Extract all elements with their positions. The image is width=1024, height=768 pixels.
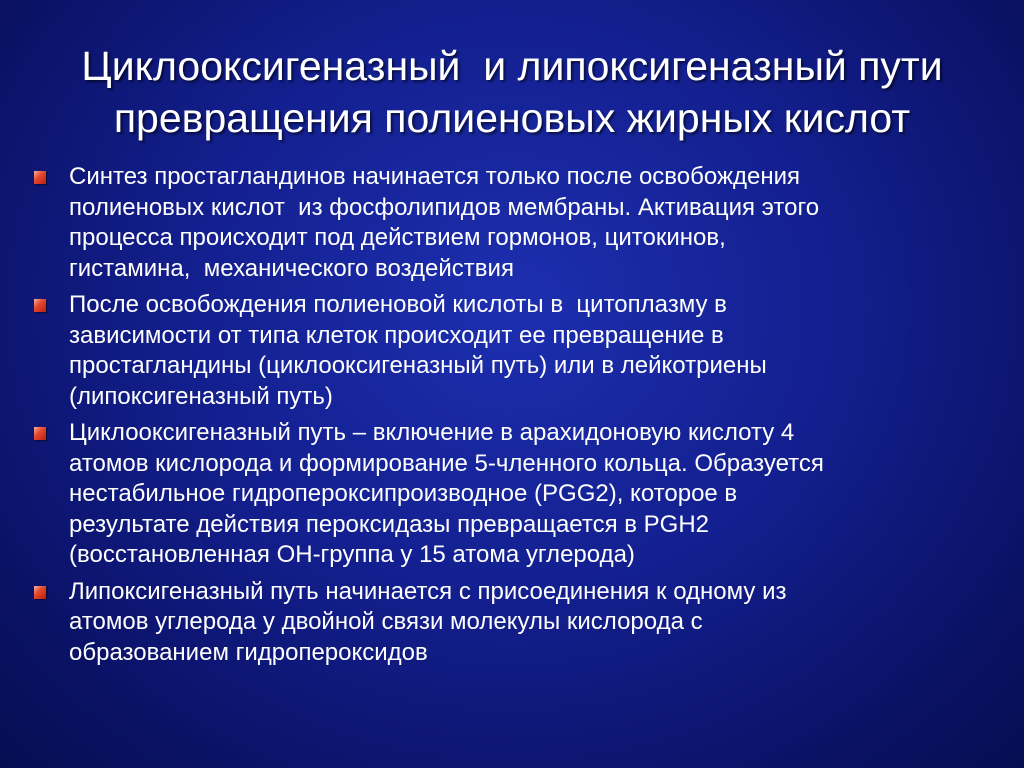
- bullet-text-line: атомов кислорода и формирование 5-членного кольца. Образуется: [69, 449, 824, 477]
- bullet-item: [30, 577, 990, 669]
- red-square-bullet-icon: [34, 171, 46, 184]
- bullet-text-line: процесса происходит под действием гормонов, цитокинов,: [69, 224, 726, 251]
- bullet-item: [30, 418, 990, 571]
- red-square-bullet-icon: [34, 427, 46, 440]
- bullet-text-line: простагландины (циклооксигеназный путь) или в лейкотриены: [69, 352, 767, 379]
- bullet-text-line: атомов углерода у двойной связи молекулы кислорода с: [69, 608, 703, 635]
- bullet-text-line: результате действия пероксидазы превращается в PGH2: [69, 510, 710, 538]
- bullet-text-line: Синтез простагландинов начинается только после освобождения: [69, 163, 801, 190]
- bullet-text-line: После освобождения полиеновой кислоты в цитоплазму в: [69, 291, 727, 318]
- bullet-text-line: Циклооксигеназный путь – включение в арахидоновую кислоту 4: [69, 419, 795, 446]
- slide-title-line-2: превращения полиеновых жирных кислот: [113, 95, 911, 141]
- bullet-text-line: (восстановленная ОН-группа у 15 атома углерода): [69, 541, 635, 568]
- bullet-item: [30, 162, 990, 284]
- bullet-text-line: нестабильное гидропероксипроизводное (PGG2), которое в: [69, 480, 738, 507]
- red-square-bullet-icon: [34, 299, 46, 312]
- bullet-list: [30, 162, 990, 674]
- bullet-text-line: образованием гидропероксидов: [69, 638, 428, 666]
- bullet-text-line: гистамина, механического воздействия: [69, 254, 514, 282]
- red-square-bullet-icon: [34, 586, 46, 599]
- slide-title-line-1: Циклооксигеназный и липоксигеназный пути: [81, 43, 943, 89]
- bullet-text-line: зависимости от типа клеток происходит ее превращение в: [69, 321, 724, 349]
- bullet-item: [30, 290, 990, 412]
- bullet-text-line: (липоксигеназный путь): [69, 382, 333, 410]
- bullet-text-line: полиеновых кислот из фосфолипидов мембраны. Активация этого: [69, 193, 820, 221]
- slide-title: [20, 40, 1004, 144]
- bullet-text-line: Липоксигеназный путь начинается с присоединения к одному из: [69, 577, 787, 605]
